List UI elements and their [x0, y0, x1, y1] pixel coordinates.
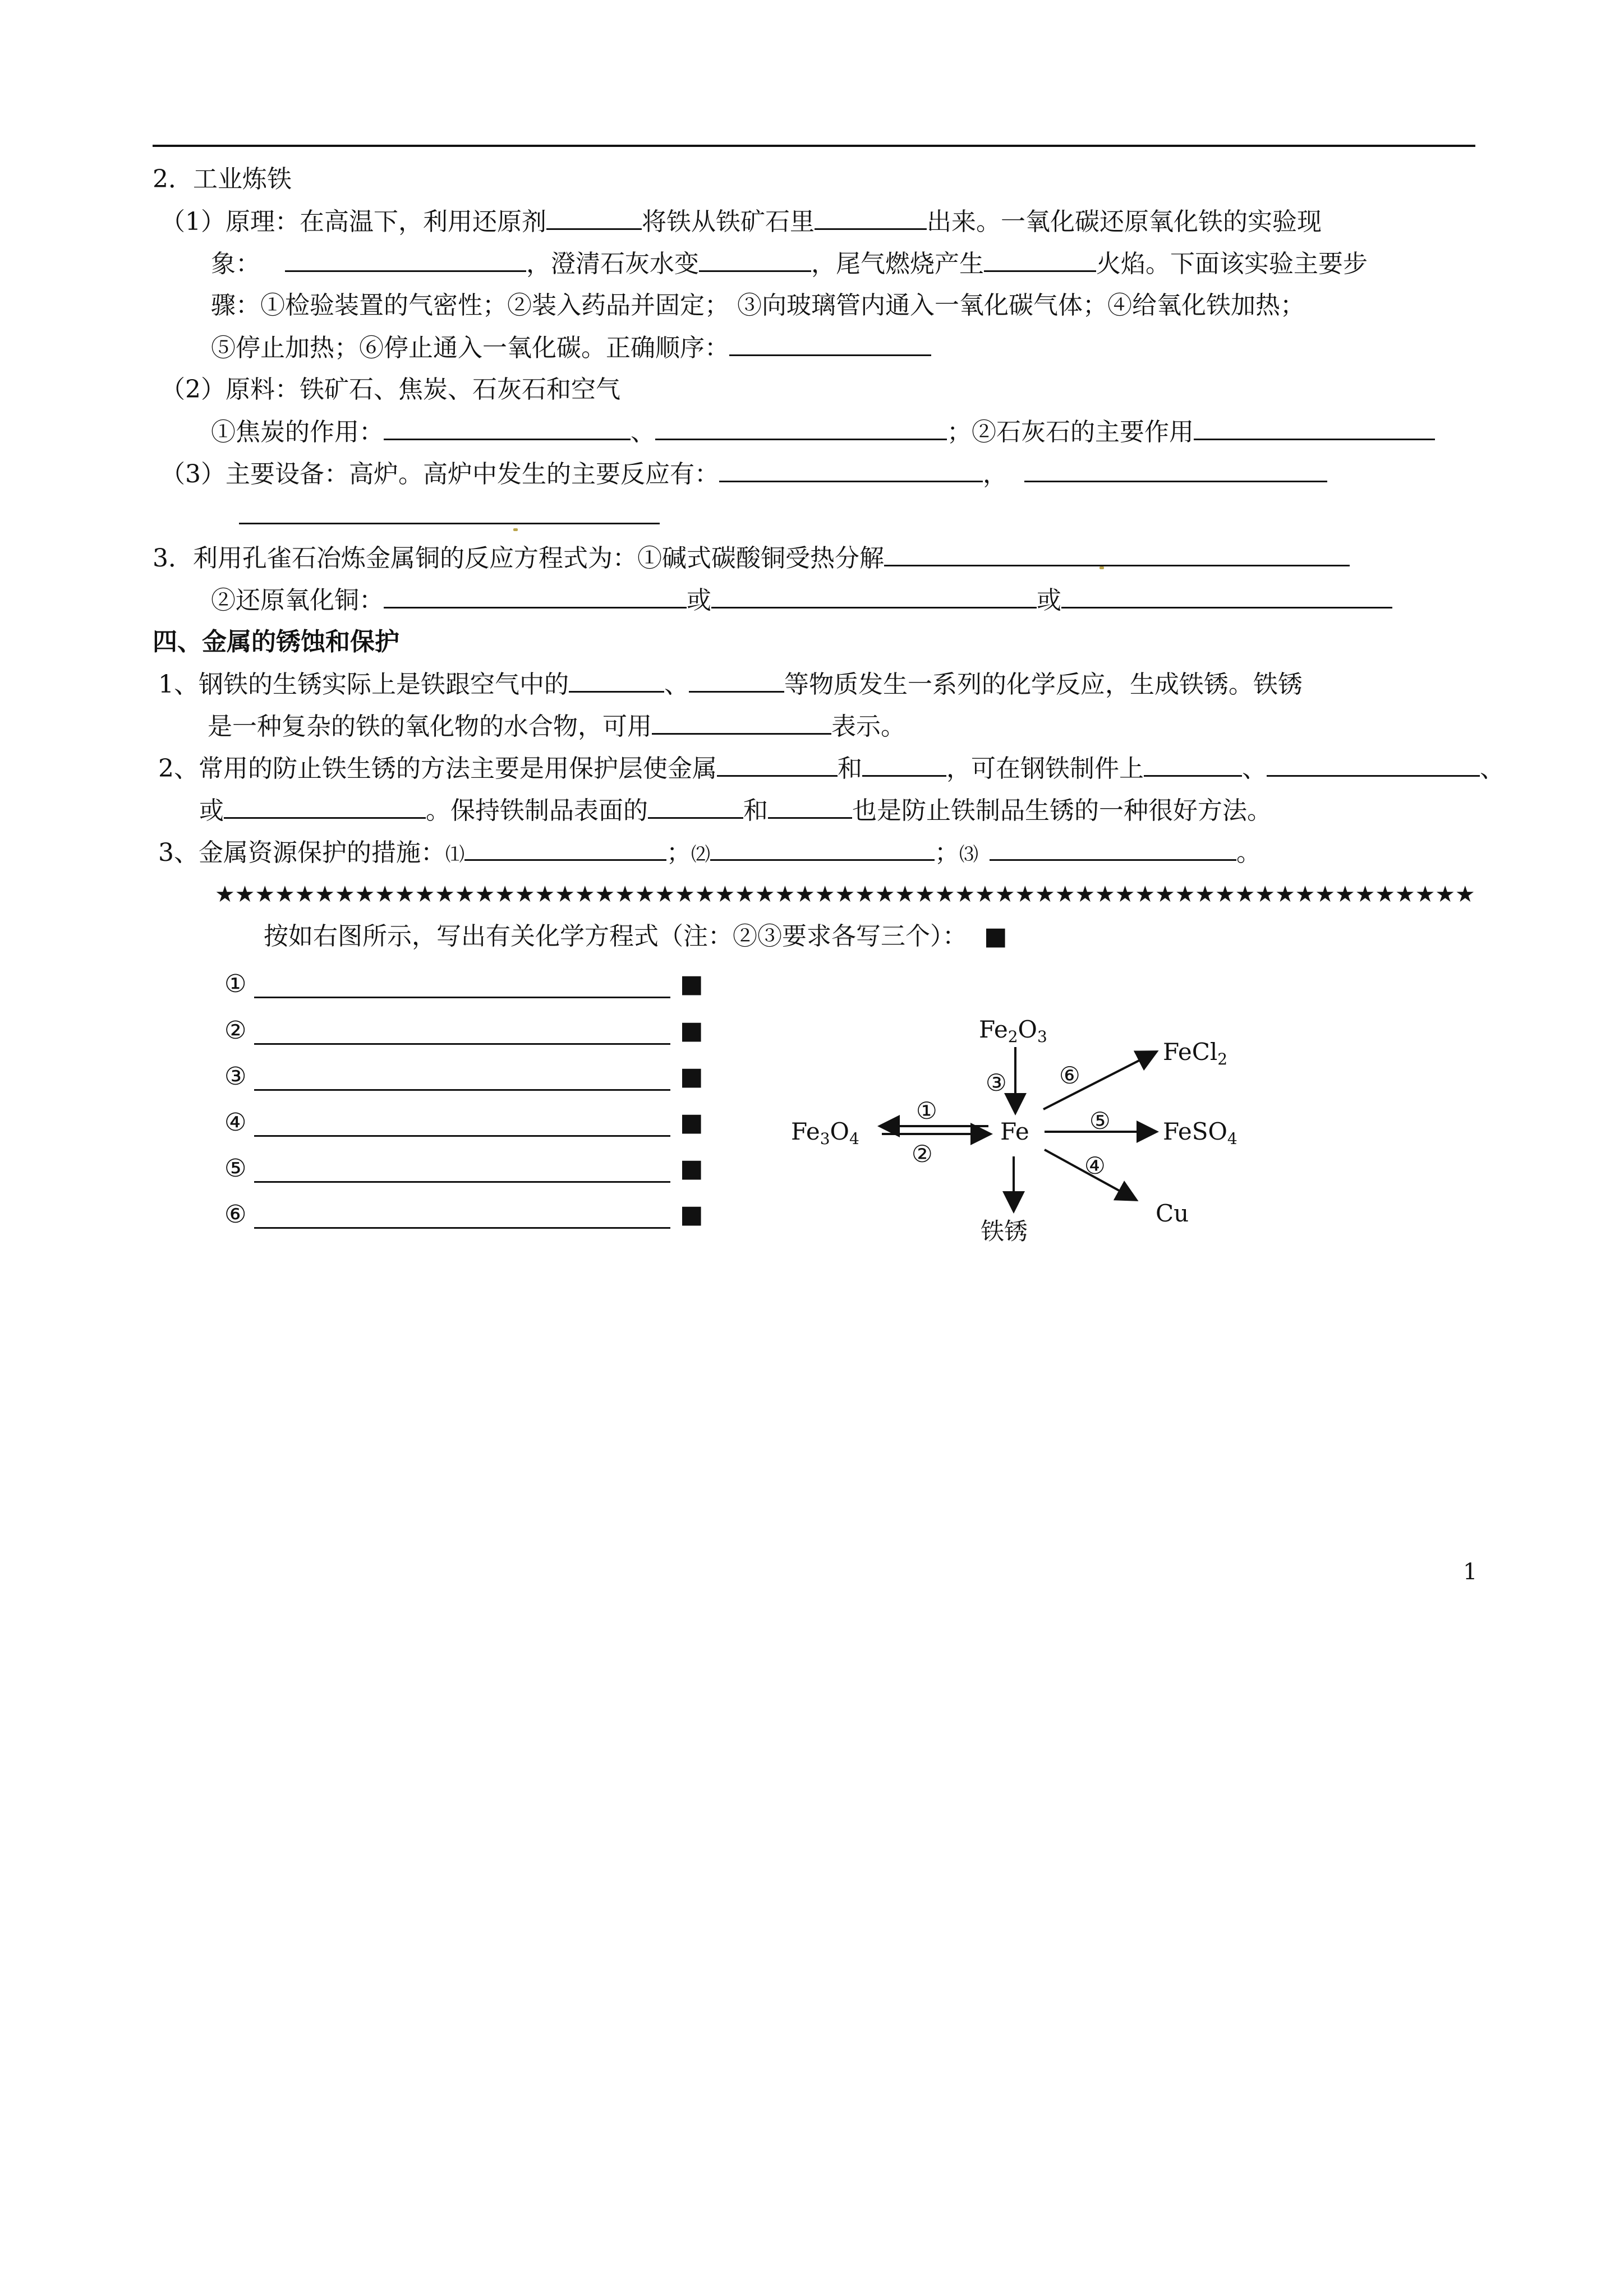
diagram-node-rust: 铁锈	[981, 1218, 1028, 1245]
copper-oxide-line: ②还原氧化铜： 或 或	[211, 583, 1392, 617]
principle-line-1: （1）原理：在高温下，利用还原剂 将铁从铁矿石里 出来。一氧化碳还原氧化铁的实验现	[160, 205, 1322, 239]
equation-number: ④	[224, 1108, 247, 1137]
square-mark-icon: ■	[984, 922, 1007, 951]
square-mark-icon: ■	[680, 1062, 703, 1091]
principle-line-3: 骤：①检验装置的气密性；②装入药品并固定； ③向玻璃管内通入一氧化碳气体；④给氧化铁加热；	[211, 291, 1305, 320]
diagram-node-cu: Cu	[1156, 1200, 1189, 1227]
diagram-label-5: ⑤	[1089, 1107, 1111, 1135]
exercise-instruction: 按如右图所示，写出有关化学方程式（注：②③要求各写三个）： ■	[264, 922, 1007, 951]
equation-number: ②	[224, 1016, 247, 1045]
rust-line-1: 1、钢铁的生锈实际上是铁跟空气中的 、 等物质发生一系列的化学反应，生成铁锈。铁锈	[158, 667, 1303, 702]
diagram-node-fecl2: FeCl2	[1163, 1038, 1228, 1068]
protect-line-1: 2、常用的防止铁生锈的方法主要是用保护层使金属 和 ，可在钢铁制件上 、 、	[158, 751, 1505, 786]
square-mark-icon: ■	[680, 970, 703, 998]
diagram-label-6: ⑥	[1059, 1062, 1080, 1089]
equation-number: ③	[224, 1062, 247, 1091]
diagram-label-3: ③	[986, 1069, 1007, 1096]
protect-line-2: 或 。保持铁制品表面的 和 也是防止铁制品生锈的一种很好方法。	[199, 794, 1272, 828]
diagram-node-fe: Fe	[1000, 1118, 1029, 1145]
section-2-title: 2．工业炼铁	[153, 165, 292, 193]
square-mark-icon: ■	[680, 1200, 703, 1229]
diagram-label-4: ④	[1084, 1152, 1106, 1179]
equation-number: ①	[224, 970, 247, 998]
square-mark-icon: ■	[680, 1154, 703, 1183]
rust-line-2: 是一种复杂的铁的氧化物的水合物，可用 表示。	[208, 709, 905, 744]
principle-line-2: 象： ，澄清石灰水变 ，尾气燃烧产生 火焰。下面该实验主要步	[211, 247, 1368, 281]
star-divider: ★★★★★★★★★★★★★★★★★★★★★★★★★★★★★★★★★★★★★★★★★★★★★★★★★★★★★★★★★★★★★★★	[215, 882, 1475, 907]
section-4-title: 四、金属的锈蚀和保护	[153, 628, 399, 656]
diagram-label-1: ①	[916, 1097, 937, 1124]
malachite-line: 3．利用孔雀石冶炼金属铜的反应方程式为：①碱式碳酸铜受热分解	[153, 541, 1350, 575]
diagram-node-feso4: FeSO4	[1163, 1118, 1237, 1148]
diagram-node-fe3o4: Fe3O4	[791, 1118, 859, 1148]
principle-line-4: ⑤停止加热；⑥停止通入一氧化碳。正确顺序：	[211, 331, 931, 365]
equation-number: ⑥	[224, 1200, 247, 1229]
square-mark-icon: ■	[680, 1108, 703, 1137]
page-number: 1	[1463, 1559, 1478, 1585]
diagram-label-2: ②	[912, 1140, 933, 1168]
equipment-line: （3）主要设备：高炉。高炉中发生的主要反应有： ，	[160, 457, 1327, 491]
materials-line: （2）原料：铁矿石、焦炭、石灰石和空气	[160, 375, 620, 404]
resource-protection-line: 3、金属资源保护的措施：⑴ ；⑵ ；⑶ 。	[158, 836, 1261, 872]
diagram-node-fe2o3: Fe2O3	[979, 1016, 1047, 1046]
square-mark-icon: ■	[680, 1016, 703, 1045]
coke-function-line: ①焦炭的作用： 、 ；②石灰石的主要作用	[211, 415, 1435, 449]
equation-number: ⑤	[224, 1154, 247, 1183]
